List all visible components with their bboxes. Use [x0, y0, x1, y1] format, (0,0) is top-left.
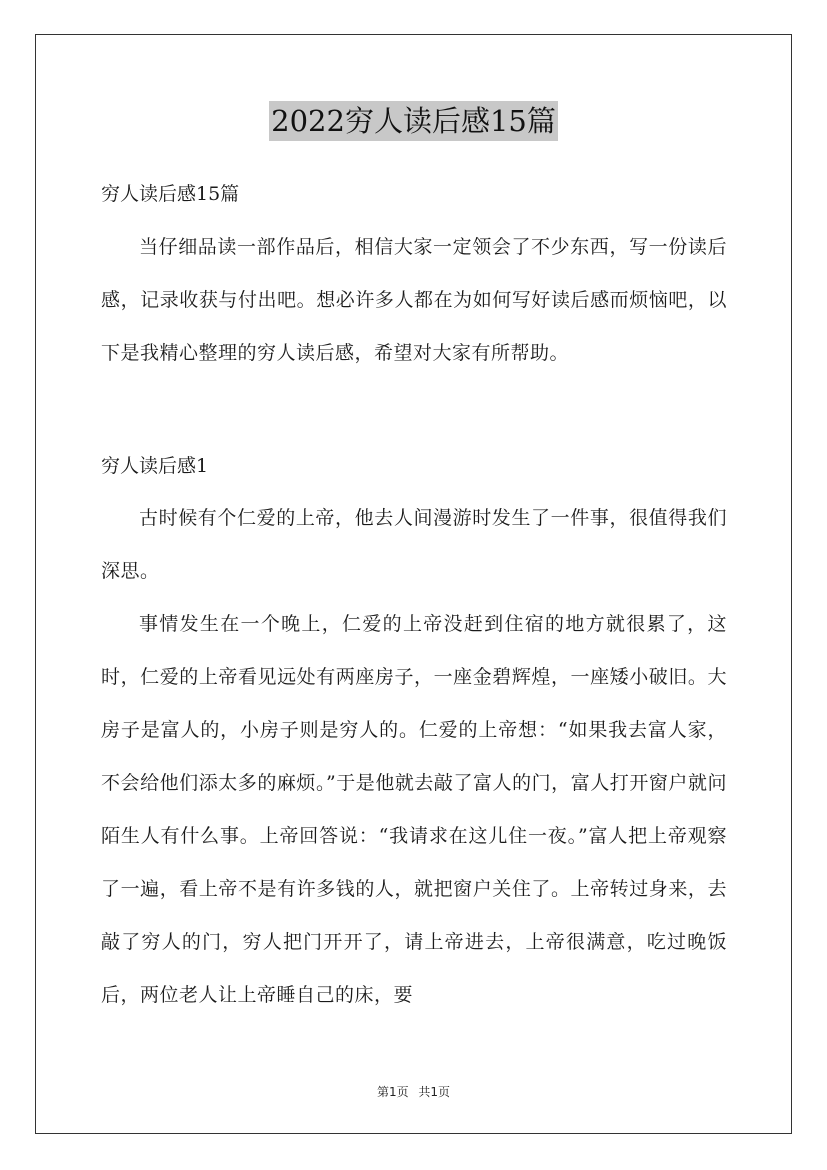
page-footer: [0, 1083, 827, 1100]
document-title: 2022穷人读后感15篇: [269, 101, 558, 141]
document-subtitle: 穷人读后感15篇: [101, 183, 240, 205]
page-total: 共1页: [418, 1085, 451, 1099]
section-paragraph-2: 事情发生在一个晚上，仁爱的上帝没赶到住宿的地方就很累了，这时，仁爱的上帝看见远处有两座房子，一座金碧辉煌，一座矮小破旧。大房子是富人的，小房子则是穷人的。仁爱的上帝想：“如果我去富人家，不会给他们添太多的麻烦。”于是他就去敲了富人的门，富人打开窗户就问陌生人有什么事。上帝回答说：“我请求在这儿住一夜。”富人把上帝观察了一遍，看上帝不是有许多钱的人，就把窗户关住了。上帝转过身来，去敲了穷人的门，穷人把门开开了，请上帝进去，上帝很满意，吃过晚饭后，两位老人让上帝睡自己的床，要: [101, 613, 727, 1006]
page-number: 第1页: [376, 1085, 409, 1099]
title-container: [0, 101, 827, 141]
intro-paragraph: 当仔细品读一部作品后，相信大家一定领会了不少东西，写一份读后感，记录收获与付出吧。想必许多人都在为如何写好读后感而烦恼吧，以下是我精心整理的穷人读后感，希望对大家有所帮助。: [101, 236, 727, 364]
section-paragraph-1: 古时候有个仁爱的上帝，他去人间漫游时发生了一件事，很值得我们深思。: [101, 507, 727, 582]
section-heading: 穷人读后感1: [101, 455, 209, 477]
